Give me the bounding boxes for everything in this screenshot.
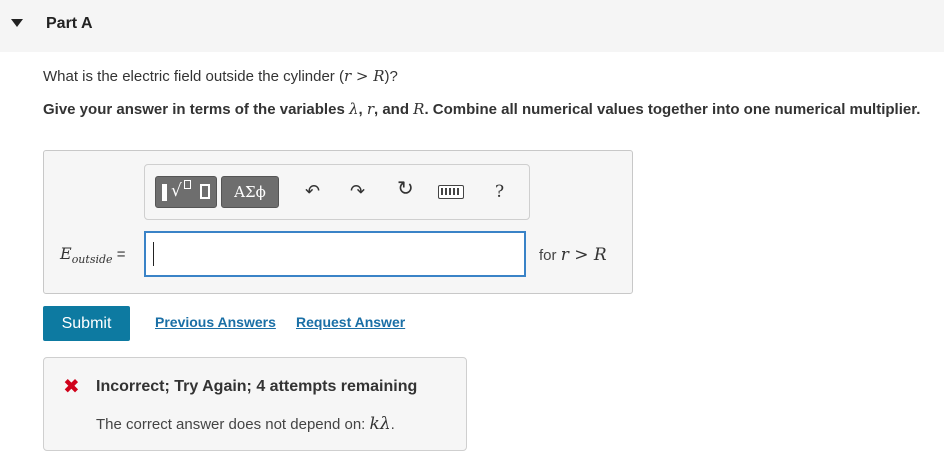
template-box-icon [200,184,210,199]
collapse-caret-icon[interactable] [11,19,23,27]
text-cursor [153,242,154,266]
answer-label-main: E [60,244,72,263]
keyboard-keys [441,188,461,195]
answer-label-subscript: outside [71,253,113,267]
help-icon[interactable]: ? [495,182,505,202]
math-toolbar [144,164,530,220]
submit-button[interactable]: Submit [43,306,130,341]
variable-r: r [366,100,374,118]
condition-prefix: for [539,247,561,264]
question-text-end: )? [384,68,398,85]
template-bar-icon [162,184,167,201]
instructions-part3: , and [373,101,414,118]
part-header[interactable] [0,0,944,52]
instructions-part4: . Combine all numerical values together into one numerical multiplier. [424,101,921,118]
variable-lambda: λ [348,100,359,118]
feedback-detail-math: kλ [369,414,391,434]
keyboard-icon[interactable] [438,185,464,199]
feedback-detail-end: . [390,416,395,433]
feedback-detail [96,414,395,434]
feedback-detail-text: The correct answer does not depend on: [96,416,370,433]
instructions-part1: Give your answer in terms of the variables [43,101,349,118]
answer-input[interactable] [144,231,526,277]
request-answer-link[interactable]: Request Answer [296,314,406,330]
question-math: r > R [343,67,385,85]
question-text [43,67,398,85]
templates-button[interactable] [155,176,217,208]
redo-icon[interactable]: ↷ [350,181,366,201]
sqrt-icon: √ [171,181,182,201]
variable-R: R [413,100,425,118]
question-text-start: What is the electric field outside the cylinder ( [43,68,344,85]
reset-icon[interactable]: ↻ [397,178,414,200]
instructions-part2: , [358,101,367,118]
part-title: Part A [46,15,93,32]
template-square-icon [184,180,191,189]
equals-sign: = [112,246,126,263]
incorrect-x-icon: ✖ [63,374,80,398]
greek-symbols-button[interactable]: ΑΣϕ [221,176,279,208]
feedback-title: Incorrect; Try Again; 4 attempts remaining [96,378,418,395]
condition-math: r > R [560,245,607,265]
previous-answers-link[interactable]: Previous Answers [155,314,276,330]
answer-label [60,244,125,266]
feedback-panel [43,357,467,451]
answer-condition [539,245,607,265]
instructions-text [43,99,933,120]
undo-icon[interactable]: ↶ [305,181,321,201]
